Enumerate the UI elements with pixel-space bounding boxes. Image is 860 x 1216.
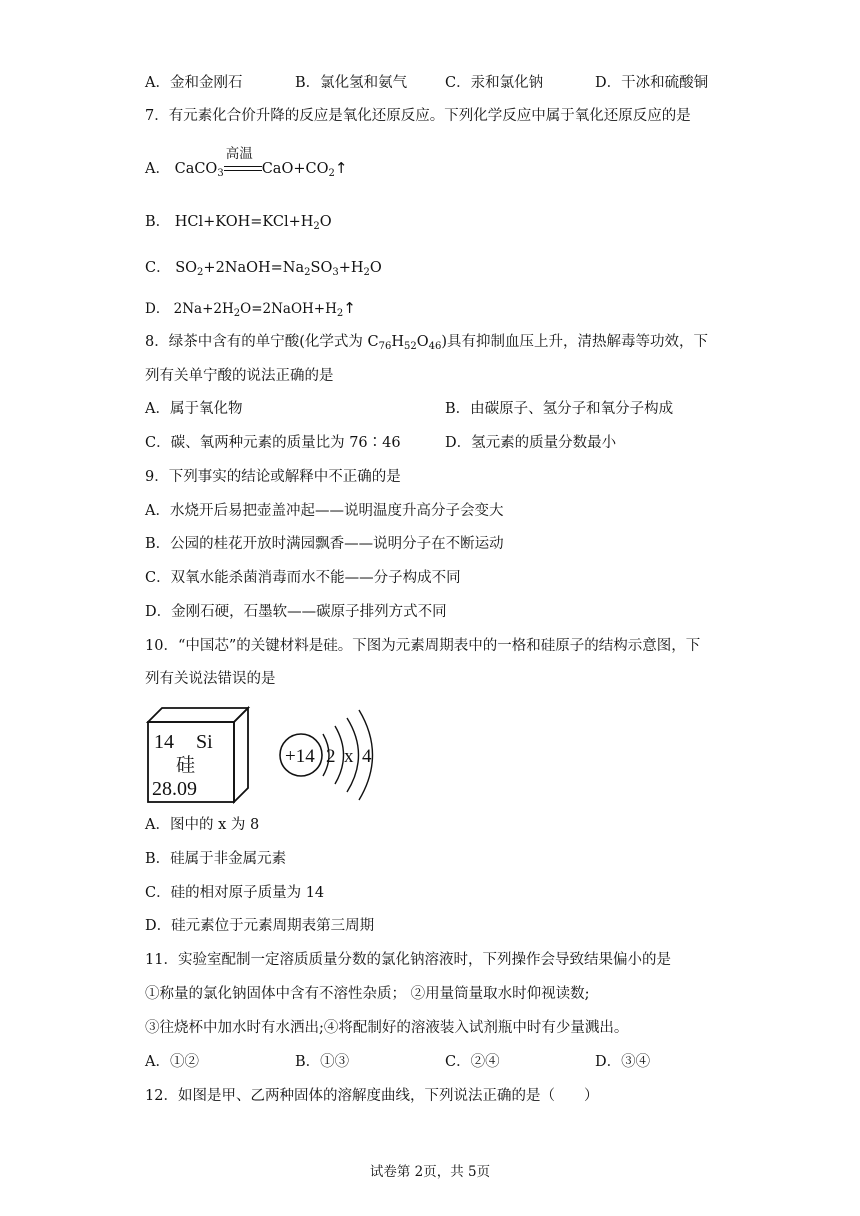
subscript: 52 bbox=[403, 341, 417, 352]
q11-statement-line1: ①称量的氯化钠固体中含有不溶性杂质； ②用量筒量取水时仰视读数; bbox=[145, 986, 590, 1002]
subscript: 2 bbox=[304, 267, 311, 278]
q11-option-d: D．③④ bbox=[595, 1054, 651, 1070]
subscript: 46 bbox=[428, 341, 442, 352]
q11-option-a: A．①② bbox=[145, 1054, 199, 1070]
q9-option-d: D．金刚石硬，石墨软——碳原子排列方式不同 bbox=[145, 604, 447, 620]
q10-option-d: D．硅元素位于元素周期表第三周期 bbox=[145, 918, 375, 934]
q7-option-c bbox=[145, 258, 382, 283]
nuclear-charge: +14 bbox=[285, 746, 315, 767]
reaction-condition bbox=[224, 146, 262, 178]
formula-text: O=2NaOH+H bbox=[240, 301, 337, 317]
option-label: D． bbox=[145, 301, 170, 317]
formula-text: 2Na+2H bbox=[173, 301, 234, 317]
subscript: 76 bbox=[378, 341, 392, 352]
stem-text: )具有抑制血压上升，清热解毒等功效，下 bbox=[441, 334, 708, 350]
q8-option-b: B．由碳原子、氢分子和氧分子构成 bbox=[445, 401, 674, 417]
q6-option-b: B．氯化氢和氨气 bbox=[295, 75, 408, 91]
page-footer: 试卷第 2页，共 5页 bbox=[369, 1164, 491, 1180]
q6-option-d: D．干冰和硫酸铜 bbox=[595, 75, 709, 91]
shell1-electrons: 2 bbox=[326, 746, 336, 767]
subscript: 2 bbox=[328, 168, 335, 179]
atomic-mass: 28.09 bbox=[152, 778, 197, 800]
q12-stem: 12．如图是甲、乙两种固体的溶解度曲线，下列说法正确的是（ ） bbox=[145, 1088, 599, 1104]
subscript: 3 bbox=[217, 168, 224, 179]
option-label: C． bbox=[145, 260, 171, 276]
q6-option-a: A．金和金刚石 bbox=[145, 75, 243, 91]
formula-text: O bbox=[416, 334, 429, 350]
atom-structure-diagram bbox=[280, 710, 373, 800]
q11-option-c: C．②④ bbox=[445, 1054, 500, 1070]
q9-stem: 9．下列事实的结论或解释中不正确的是 bbox=[145, 469, 401, 485]
shell3-electrons: 4 bbox=[362, 746, 372, 767]
q8-stem-line2: 列有关单宁酸的说法正确的是 bbox=[145, 368, 334, 384]
gas-arrow-icon: ↑ bbox=[334, 159, 348, 177]
q11-statement-line2: ③往烧杯中加水时有水洒出;④将配制好的溶液装入试剂瓶中时有少量溅出。 bbox=[145, 1020, 629, 1036]
q10-stem-line2: 列有关说法错误的是 bbox=[145, 671, 276, 687]
subscript: 3 bbox=[332, 267, 339, 278]
subscript: 2 bbox=[197, 267, 204, 278]
q10-option-a: A．图中的 x 为 8 bbox=[145, 817, 260, 833]
q8-option-a: A．属于氧化物 bbox=[145, 401, 243, 417]
formula-text: O bbox=[319, 214, 332, 230]
periodic-table-cell bbox=[148, 708, 248, 802]
element-symbol: Si bbox=[196, 731, 213, 753]
shell2-electrons: x bbox=[344, 746, 354, 767]
equals-bars bbox=[224, 166, 262, 171]
option-label: A． bbox=[145, 161, 170, 177]
condition-text: 高温 bbox=[225, 146, 253, 162]
q6-option-c: C．汞和氯化钠 bbox=[445, 75, 544, 91]
gas-arrow-icon: ↑ bbox=[343, 299, 356, 317]
option-label: B． bbox=[145, 214, 171, 230]
q11-stem: 11．实验室配制一定溶质质量分数的氯化钠溶液时，下列操作会导致结果偏小的是 bbox=[145, 952, 671, 968]
subscript: 2 bbox=[313, 221, 320, 232]
subscript: 2 bbox=[233, 308, 241, 319]
electron-shell-arc bbox=[335, 726, 344, 784]
subscript: 2 bbox=[363, 267, 370, 278]
formula-text: +H bbox=[338, 260, 364, 276]
q8-stem-line1 bbox=[145, 332, 708, 357]
formula-text: H bbox=[391, 334, 404, 350]
element-name: 硅 bbox=[176, 755, 196, 776]
formula-text: SO bbox=[175, 260, 198, 276]
q7-option-d bbox=[145, 298, 356, 324]
q7-stem: 7．有元素化合价升降的反应是氧化还原反应。下列化学反应中属于氧化还原反应的是 bbox=[145, 108, 691, 124]
q9-option-c: C．双氧水能杀菌消毒而水不能——分子构成不同 bbox=[145, 570, 461, 586]
q9-option-b: B．公园的桂花开放时满园飘香——说明分子在不断运动 bbox=[145, 536, 504, 552]
formula-text: +2NaOH=Na bbox=[203, 260, 305, 276]
q7-option-a bbox=[145, 146, 348, 184]
q11-option-b: B．①③ bbox=[295, 1054, 350, 1070]
q10-option-b: B．硅属于非金属元素 bbox=[145, 851, 287, 867]
stem-text: 8．绿茶中含有的单宁酸(化学式为 C bbox=[145, 334, 379, 350]
q10-stem-line1: 10．“中国芯”的关键材料是硅。下图为元素周期表中的一格和硅原子的结构示意图，下 bbox=[145, 638, 701, 654]
q8-option-d: D．氢元素的质量分数最小 bbox=[445, 435, 617, 451]
q8-option-c: C．碳、氧两种元素的质量比为 76∶46 bbox=[145, 435, 401, 451]
formula-text: HCl+KOH=KCl+H bbox=[174, 214, 314, 230]
q9-option-a: A．水烧开后易把壶盖冲起——说明温度升高分子会变大 bbox=[145, 503, 504, 519]
formula-text: CaCO bbox=[174, 161, 218, 177]
formula-text: SO bbox=[310, 260, 333, 276]
q10-option-c: C．硅的相对原子质量为 14 bbox=[145, 885, 325, 901]
atomic-number: 14 bbox=[154, 731, 174, 753]
formula-text: CaO+CO bbox=[261, 161, 329, 177]
q7-option-b bbox=[145, 212, 332, 237]
subscript: 2 bbox=[336, 308, 344, 319]
silicon-figure bbox=[140, 700, 400, 810]
formula-text: O bbox=[369, 260, 382, 276]
